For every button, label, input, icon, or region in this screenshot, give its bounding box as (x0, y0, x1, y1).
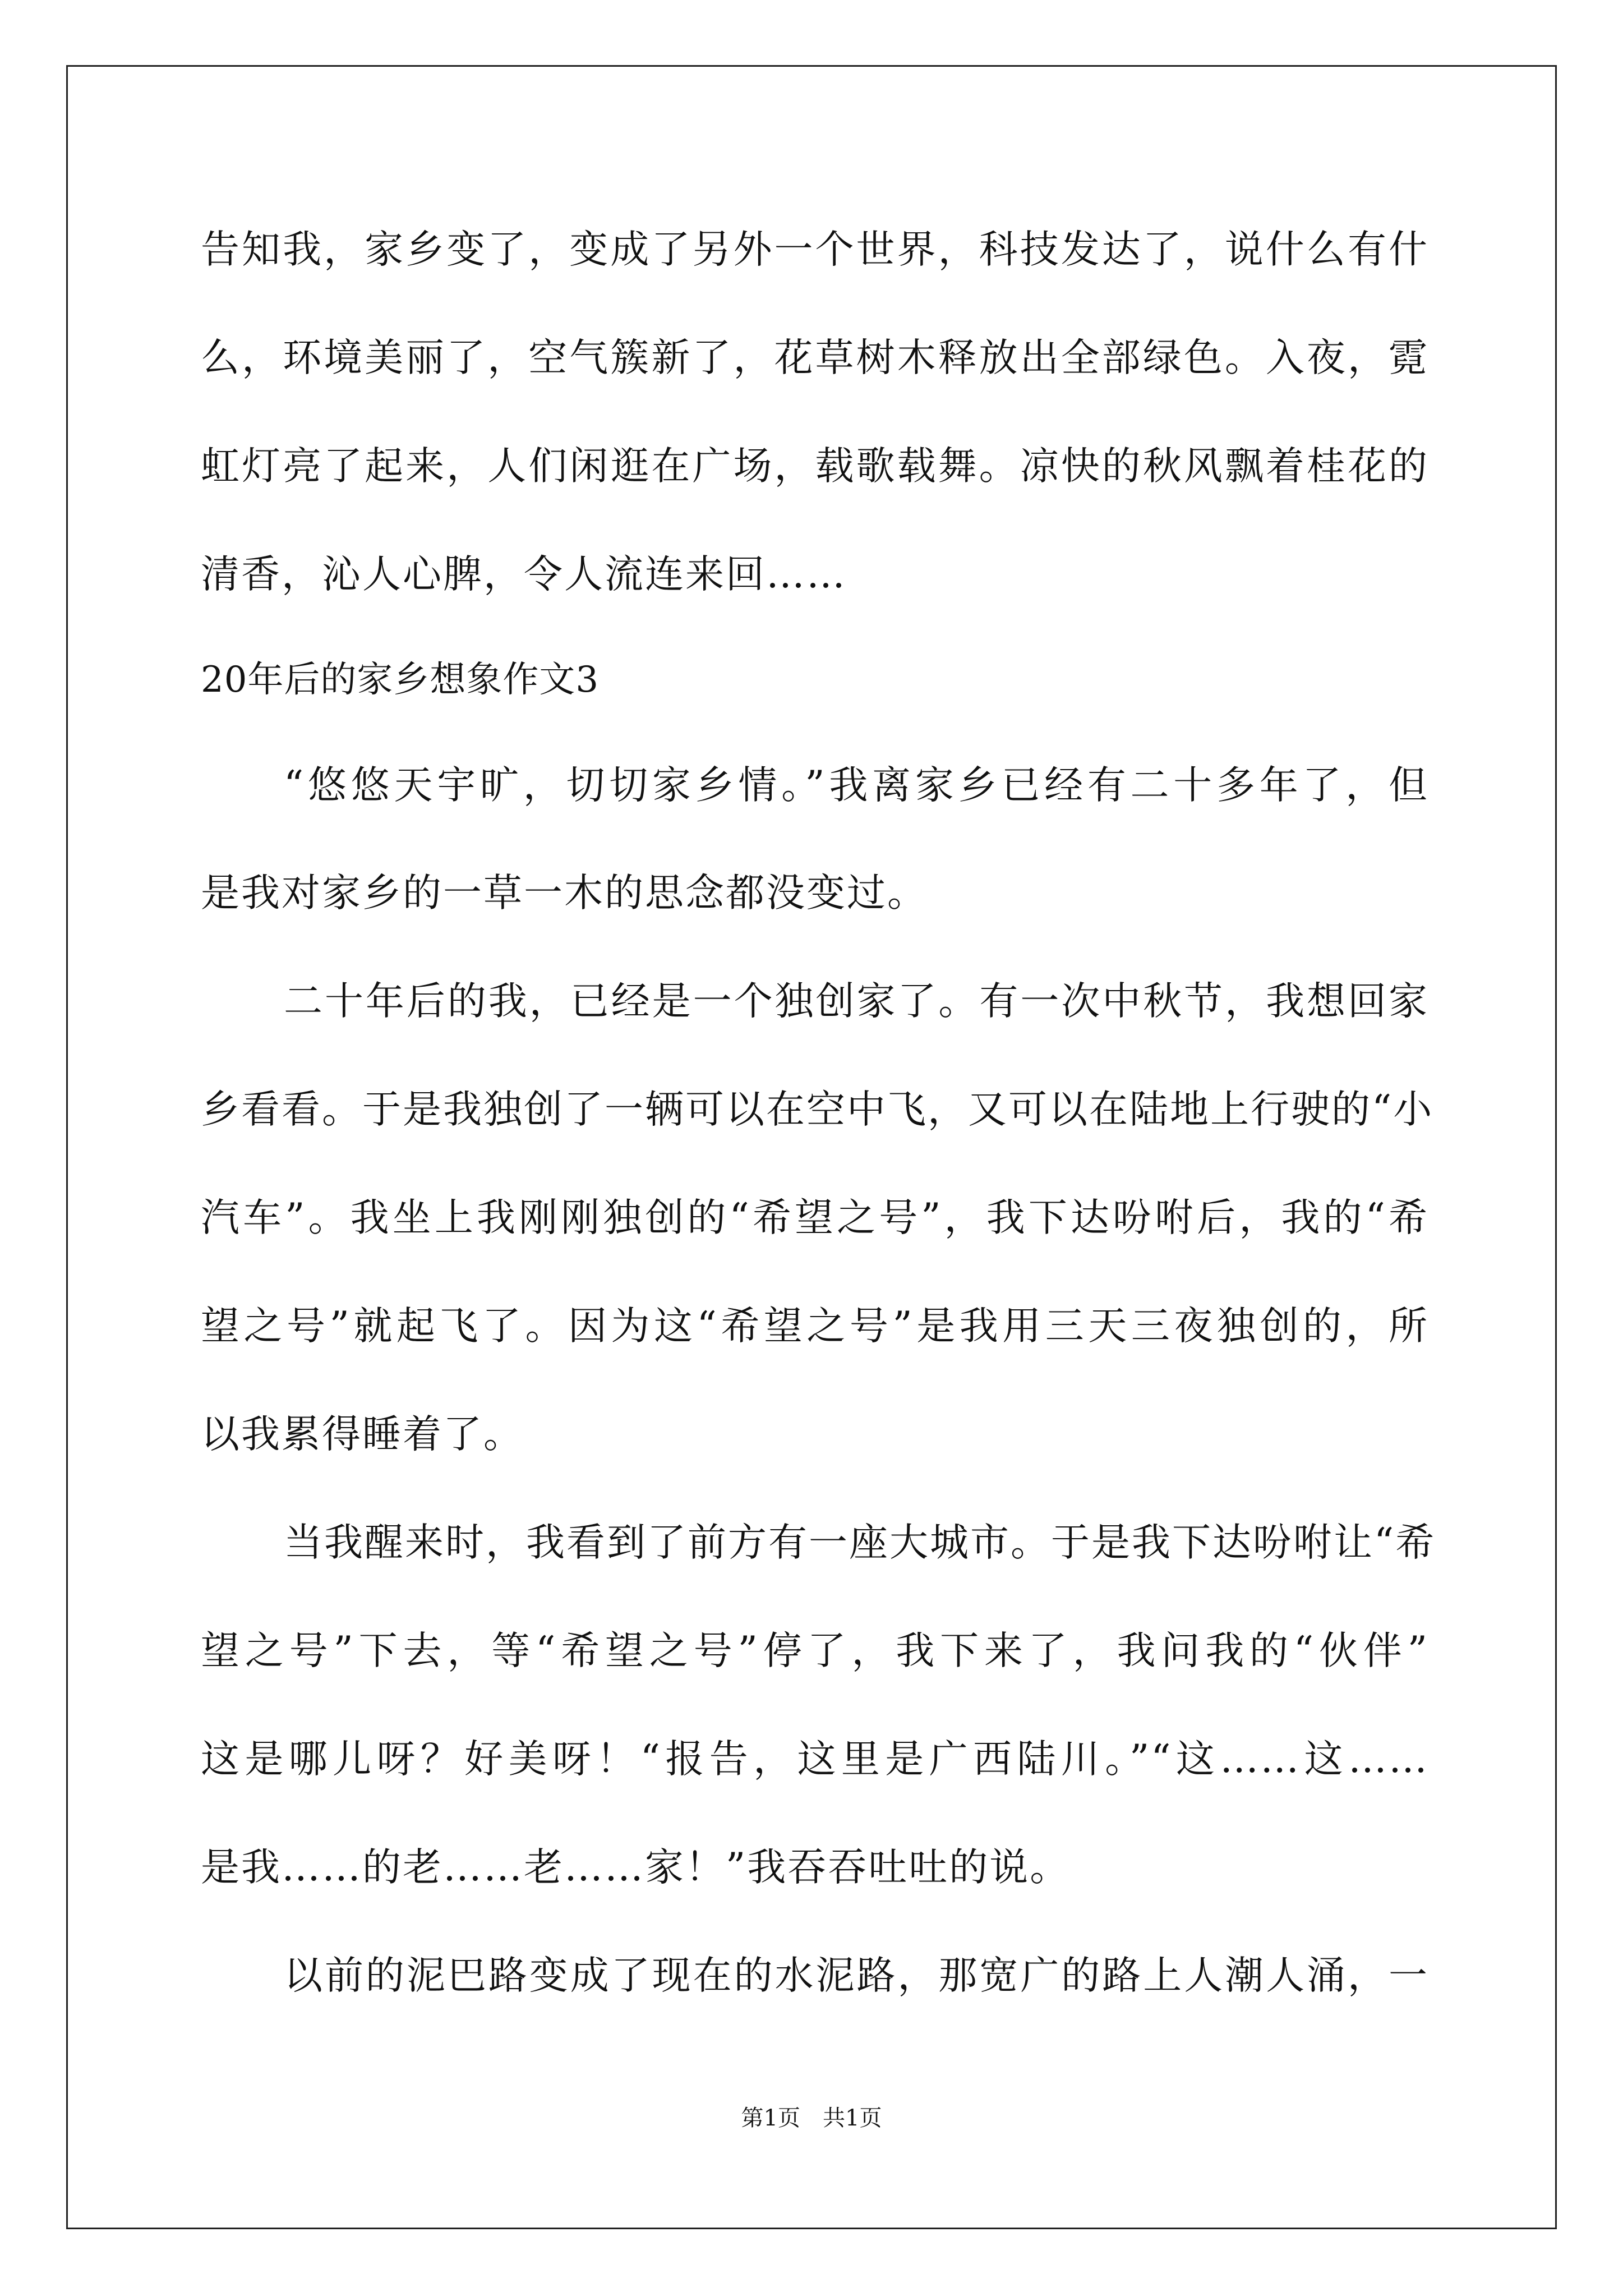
page-border (66, 65, 1557, 2229)
text-line: 望之号”就起飞了。因为这“希望之号”是我用三天三夜独创的，所 (201, 1304, 1429, 1349)
text-line: 以我累得睡着了。 (201, 1412, 524, 1457)
text-line: “悠悠天宇旷，切切家乡情。”我离家乡已经有二十多年了，但 (284, 763, 1429, 808)
text-line: 这是哪儿呀？好美呀！“报告，这里是广西陆川。”“这……这…… (201, 1737, 1429, 1782)
section-heading: 20年后的家乡想象作文3 (201, 659, 600, 701)
text-line: 清香，沁人心脾，令人流连来回…… (201, 552, 847, 597)
text-line: 是我对家乡的一草一木的思念都没变过。 (201, 871, 928, 915)
text-line: 当我醒来时，我看到了前方有一座大城市。于是我下达吩咐让“希 (284, 1520, 1436, 1565)
text-line: 么，环境美丽了，空气簇新了，花草树木释放出全部绿色。入夜，霓 (201, 335, 1429, 380)
page-number-label: 第1页 共1页 (741, 2105, 882, 2131)
text-line: 以前的泥巴路变成了现在的水泥路，那宽广的路上人潮人涌，一 (284, 1953, 1429, 1998)
text-line: 虹灯亮了起来，人们闲逛在广场，载歌载舞。凉快的秋风飘着桂花的 (201, 444, 1429, 489)
text-line: 望之号”下去，等“希望之号”停了，我下来了，我问我的“伙伴” (201, 1628, 1429, 1673)
text-line: 是我……的老……老……家！”我吞吞吐吐的说。 (201, 1845, 1071, 1890)
text-line: 汽车”。我坐上我刚刚独创的“希望之号”，我下达吩咐后，我的“希 (201, 1195, 1429, 1240)
text-line: 二十年后的我，已经是一个独创家了。有一次中秋节，我想回家 (284, 979, 1429, 1024)
text-line: 乡看看。于是我独创了一辆可以在空中飞，又可以在陆地上行驶的“小 (201, 1087, 1434, 1132)
text-line: 告知我，家乡变了，变成了另外一个世界，科技发达了，说什么有什 (201, 227, 1429, 272)
page-footer (0, 2101, 1623, 2135)
